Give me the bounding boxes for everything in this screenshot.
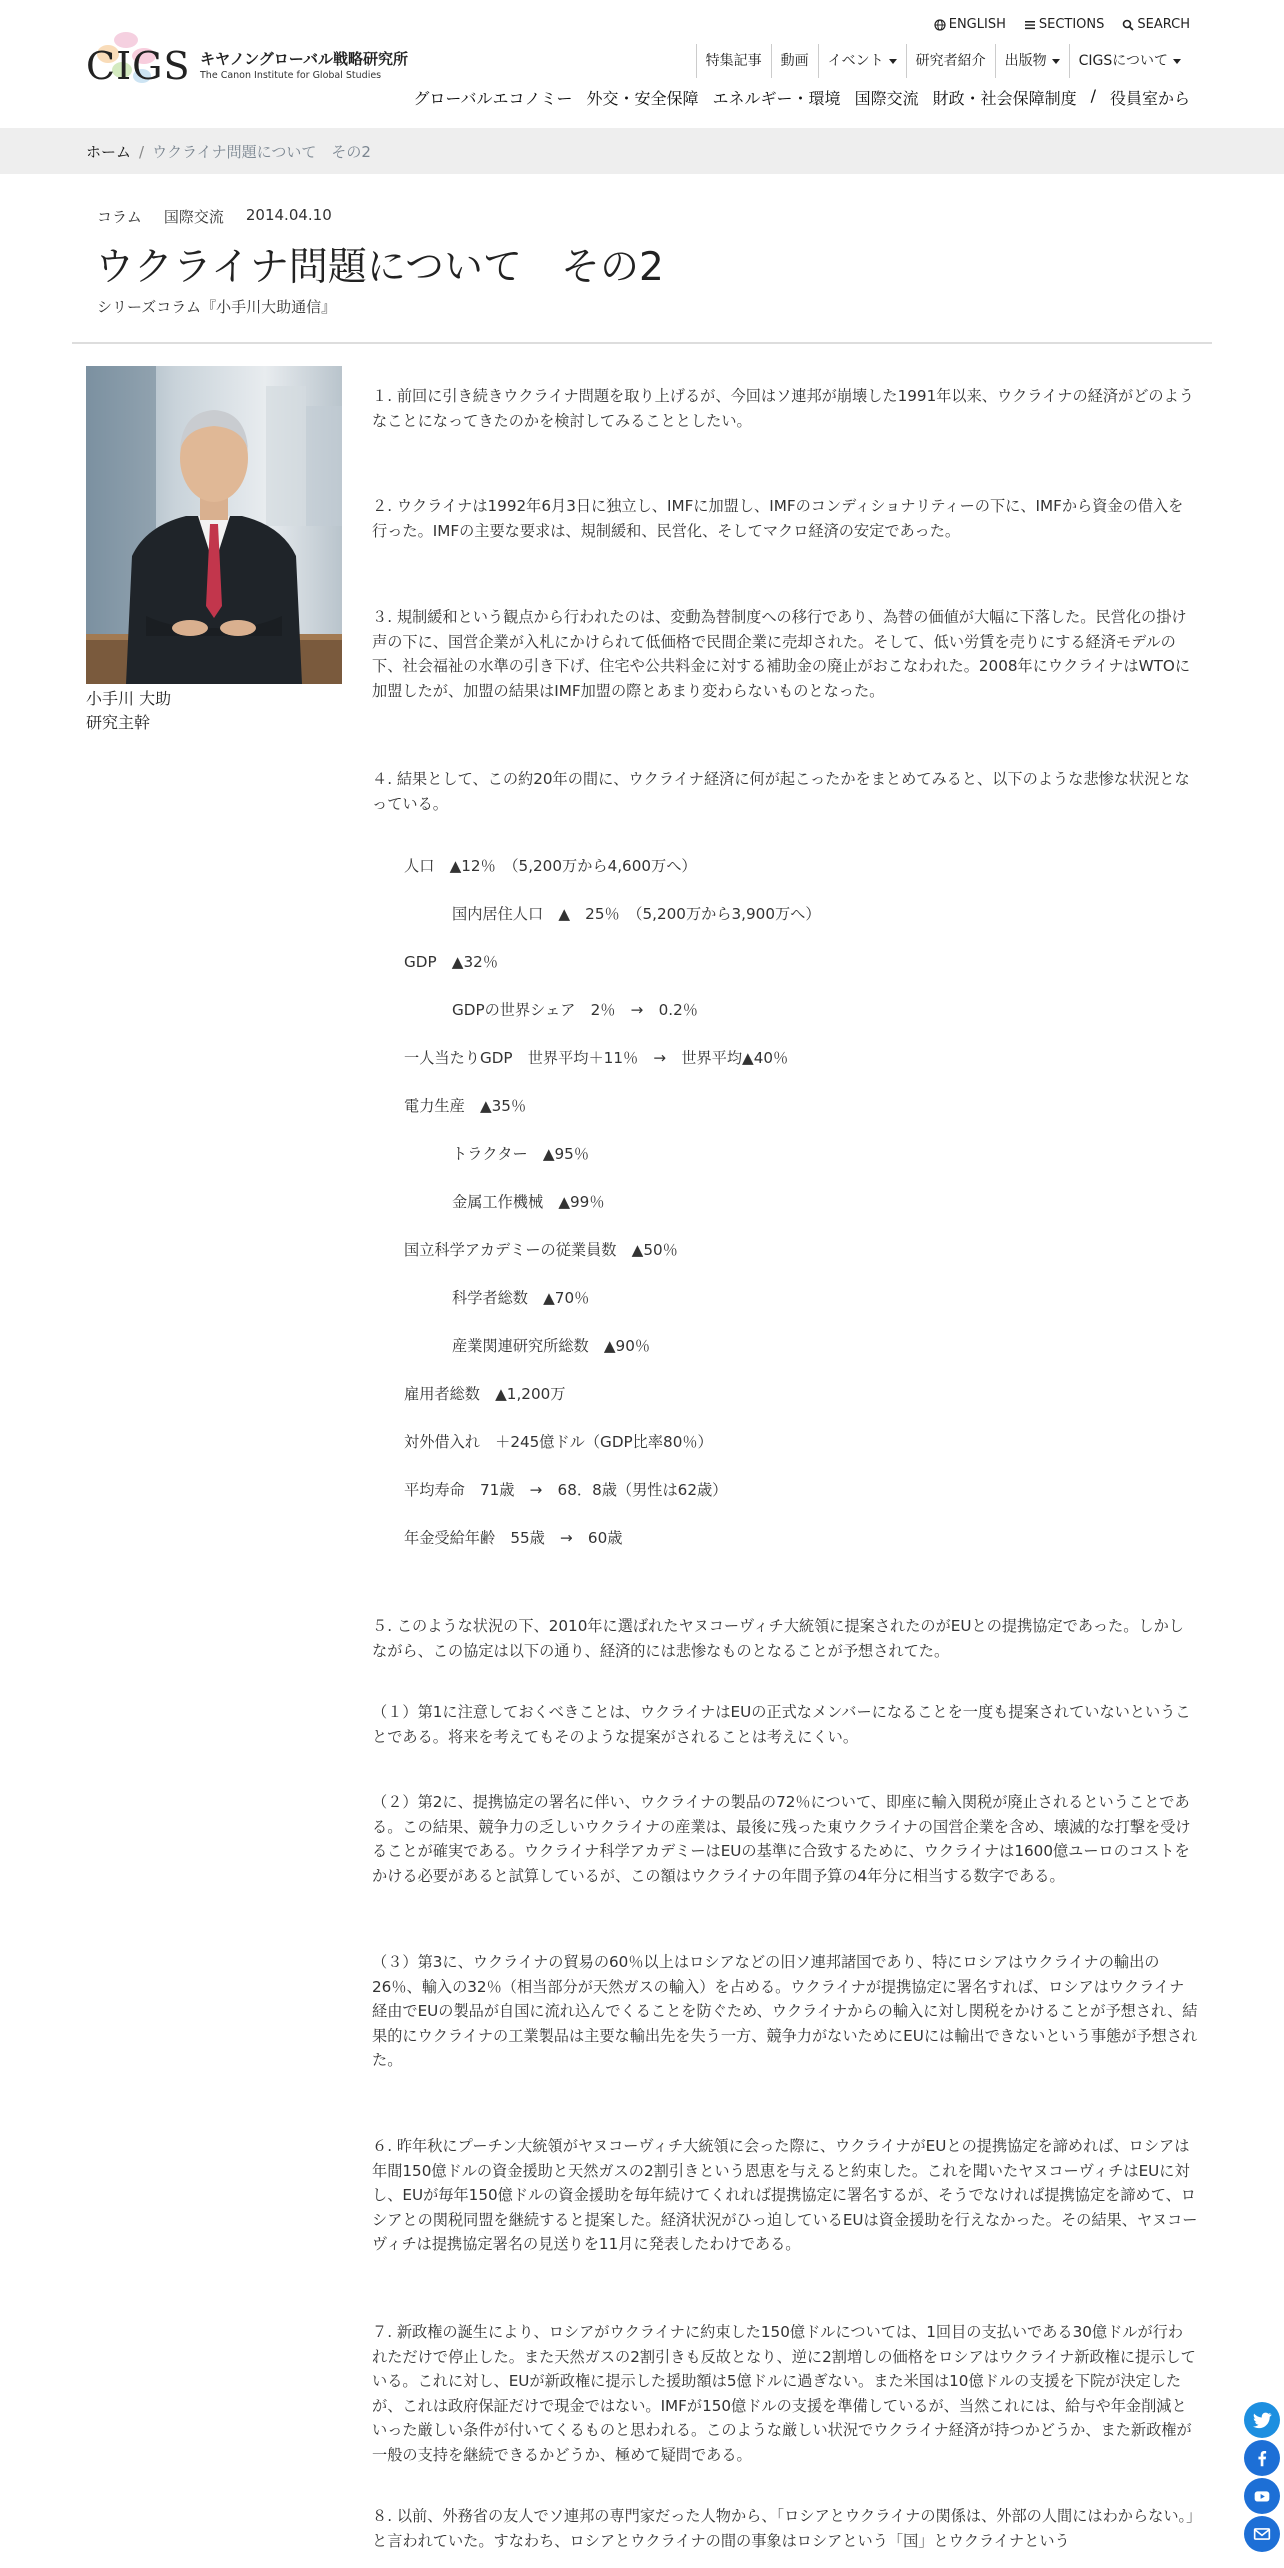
nav-publications-label: 出版物	[1004, 53, 1047, 69]
nav-international-exchange[interactable]: 国際交流	[854, 89, 919, 108]
paragraph-8: ８. 以前、外務省の友人でソ連邦の専門家だった人物から、「ロシアとウクライナの関係は、外部の人間にはわからない。」と言われていた。すなわち、ロシアとウクライナの間の事象はロシアという「国」とウクライナという	[372, 2507, 1194, 2550]
secondary-nav	[696, 44, 1190, 78]
nav-researchers[interactable]	[906, 44, 995, 78]
nav-publications[interactable]	[995, 44, 1069, 78]
search-icon	[1122, 19, 1134, 31]
breadcrumb-separator: /	[139, 143, 145, 161]
nav-videos-label: 動画	[780, 53, 809, 69]
stat-item: GDPの世界シェア 2％ → 0.2％	[452, 1001, 698, 1019]
paragraph-3: ３. 規制緩和という観点から行われたのは、変動為替制度への移行であり、為替の価値が大幅に下落した。民営化の掛け声の下に、国営企業が入札にかけられて低価格で民間企業に売却された。そして、低い労賃を売りにする経済モデルの下、社会福祉の水準の引き下げ、住宅や公共料金に対する補助金の廃止がおこなわれた。2008年にウクライナはWTOに加盟したが、加盟の結果はIMF加盟の際とあまり変わらないものとなった。	[372, 608, 1191, 700]
site-header	[0, 0, 1284, 128]
nav-separator: /	[1090, 86, 1096, 105]
nav-diplomacy-security[interactable]: 外交・安全保障	[586, 89, 699, 108]
stat-item: 対外借入れ ＋245億ドル（GDP比率80％）	[404, 1433, 713, 1451]
paragraph-4: ４. 結果として、この約20年の間に、ウクライナ経済に何が起こったかをまとめてみると、以下のような悲惨な状況となっている。	[372, 770, 1190, 813]
globe-icon	[934, 19, 946, 31]
nav-fiscal-social-security[interactable]: 財政・社会保障制度	[932, 89, 1077, 108]
author-photo[interactable]	[86, 366, 342, 684]
stat-item: 科学者総数 ▲70％	[452, 1289, 590, 1307]
nav-events[interactable]	[818, 44, 906, 78]
sections-label: SECTIONS	[1038, 17, 1105, 32]
breadcrumb-home[interactable]: ホーム	[86, 143, 132, 161]
paragraph-5: ５. このような状況の下、2010年に選ばれたヤヌコーヴィチ大統領に提案されたのがEUとの提携協定であった。しかしながら、この協定は以下の通り、経済的には悲惨なものとなることが予想されてた。	[372, 1617, 1184, 1660]
paragraph-5-3: （３）第3に、ウクライナの貿易の60％以上はロシアなどの旧ソ連邦諸国であり、特にロシアはウクライナの輸出の26％、輸入の32％（相当部分が天然ガスの輸入）を占める。ウクライナが提携協定に署名すれば、ロシアはウクライナ経由でEUの製品が自国に流れ込んでくることを防ぐため、ウクライナからの輸入に対し関税をかけることが予想され、結果的にウクライナの工業製品は主要な輸出先を失う一方、競争力がないためにEUには輸出できないという事態が予想された。	[372, 1953, 1198, 2069]
header-divider	[72, 342, 1212, 344]
stat-item: 人口 ▲12％ （5,200万から4,600万へ）	[404, 857, 697, 875]
facebook-share-button[interactable]	[1244, 2440, 1280, 2476]
facebook-icon	[1251, 2447, 1273, 2469]
nav-videos[interactable]	[771, 44, 818, 78]
nav-energy-environment[interactable]: エネルギー・環境	[712, 89, 841, 108]
search-link[interactable]	[1122, 17, 1190, 32]
nav-about-label: CIGSについて	[1078, 53, 1168, 69]
mail-share-button[interactable]	[1244, 2516, 1280, 2552]
stat-item: トラクター ▲95％	[452, 1145, 590, 1163]
paragraph-5-1: （１）第1に注意しておくべきことは、ウクライナはEUの正式なメンバーになることを一度も提案されていないということである。将来を考えてもそのような提案がされることは考えにくい。	[372, 1703, 1191, 1746]
stat-item: 国立科学アカデミーの従業員数 ▲50％	[404, 1241, 678, 1259]
utility-nav	[934, 17, 1190, 32]
article-meta	[97, 206, 332, 227]
main-nav	[413, 86, 1190, 109]
nav-about[interactable]	[1069, 44, 1190, 78]
search-label: SEARCH	[1137, 17, 1190, 32]
twitter-icon	[1251, 2409, 1273, 2431]
site-logo[interactable]	[86, 26, 409, 96]
english-label: ENGLISH	[948, 17, 1006, 32]
article-category[interactable]: コラム	[97, 208, 142, 226]
youtube-icon	[1251, 2485, 1273, 2507]
nav-events-label: イベント	[827, 53, 884, 69]
youtube-link-button[interactable]	[1244, 2478, 1280, 2514]
logo-japanese-name: キヤノングローバル戦略研究所	[200, 50, 409, 68]
nav-features[interactable]	[696, 44, 771, 78]
author-portrait-image	[86, 366, 342, 684]
stat-item: 金属工作機械 ▲99％	[452, 1193, 605, 1211]
logo-english-name: The Canon Institute for Global Studies	[200, 70, 382, 81]
nav-global-economy[interactable]: グローバルエコノミー	[413, 89, 573, 108]
breadcrumb-current: ウクライナ問題について その2	[152, 143, 371, 161]
nav-executive-office[interactable]: 役員室から	[1109, 89, 1190, 108]
stat-item: 電力生産 ▲35％	[404, 1097, 527, 1115]
stat-item: 年金受給年齢 55歳 → 60歳	[404, 1529, 623, 1547]
mail-icon	[1251, 2523, 1273, 2545]
breadcrumb	[0, 128, 1284, 174]
stat-item: 国内居住人口 ▲ 25％ （5,200万から3,900万へ）	[452, 905, 821, 923]
english-link[interactable]	[934, 17, 1006, 32]
logo-wordmark: CIGS	[86, 44, 191, 88]
menu-icon	[1024, 19, 1036, 31]
author-role: 研究主幹	[86, 713, 151, 732]
chevron-down-icon	[1173, 59, 1181, 64]
nav-features-label: 特集記事	[705, 53, 762, 69]
twitter-share-button[interactable]	[1244, 2402, 1280, 2438]
paragraph-6: ６. 昨年秋にプーチン大統領がヤヌコーヴィチ大統領に会った際に、ウクライナがEUとの提携協定を諦めれば、ロシアは年間150億ドルの資金援助と天然ガスの2割引きという恩恵を与えると約束した。これを聞いたヤヌコーヴィチはEUに対し、EUが毎年150億ドルの資金援助を毎年続けてくれれば提携協定に署名するが、そうでなければ提携協定を諦めて、ロシアとの関税同盟を継続すると提案した。経済状況がひっ迫しているEUは資金援助を行えなかった。その結果、ヤヌコーヴィチは提携協定署名の見送りを11月に発表したわけである。	[372, 2137, 1198, 2253]
paragraph-2: ２. ウクライナは1992年6月3日に独立し、IMFに加盟し、IMFのコンディショナリティーの下に、IMFから資金の借入を行った。IMFの主要な要求は、規制緩和、民営化、そしてマクロ経済の安定であった。	[372, 497, 1184, 540]
paragraph-5-2: （２）第2に、提携協定の署名に伴い、ウクライナの製品の72％について、即座に輸入関税が廃止されるということである。この結果、競争力の乏しいウクライナの産業は、最後に残った東ウクライナの国営企業を含め、壊滅的な打撃を受けることが確実である。ウクライナ科学アカデミーはEUの基準に合致するために、ウクライナは1600億ユーロのコストをかける必要があると試算しているが、この額はウクライナの年間予算の4年分に相当する数字である。	[372, 1793, 1191, 1885]
stat-item: GDP ▲32％	[404, 953, 499, 971]
nav-researchers-label: 研究者紹介	[915, 53, 986, 69]
article-series[interactable]: シリーズコラム『小手川大助通信』	[97, 298, 337, 316]
author-name[interactable]: 小手川 大助	[86, 689, 172, 708]
paragraph-1: １. 前回に引き続きウクライナ問題を取り上げるが、今回はソ連邦が崩壊した1991年以来、ウクライナの経済がどのようなことになってきたのかを検討してみることとしたい。	[372, 387, 1194, 430]
article-date: 2014.04.10	[245, 206, 332, 224]
page-title: ウクライナ問題について その2	[95, 245, 664, 290]
stat-item: 雇用者総数 ▲1,200万	[404, 1385, 566, 1403]
chevron-down-icon	[889, 59, 897, 64]
stat-item: 一人当たりGDP 世界平均＋11％ → 世界平均▲40％	[404, 1049, 789, 1067]
chevron-down-icon	[1052, 59, 1060, 64]
sections-link[interactable]	[1024, 17, 1105, 32]
stat-item: 産業関連研究所総数 ▲90％	[452, 1337, 651, 1355]
article-section[interactable]: 国際交流	[163, 208, 224, 226]
paragraph-7: ７. 新政権の誕生により、ロシアがウクライナに約束した150億ドルについては、1回目の支払いである30億ドルが行われただけで停止した。また天然ガスの2割引きも反故となり、逆に2割増しの価格をロシアはウクライナ新政権に提示している。これに対し、EUが新政権に提示した援助額は5億ドルに過ぎない。また米国は10億ドルの支援を下院が決定したが、これは政府保証だけで現金ではない。IMFが150億ドルの支援を準備しているが、当然これには、給与や年金削減といった厳しい条件が付いてくるものと思われる。このような厳しい状況でウクライナ経済が持つかどうか、また新政権が一般の支持を継続できるかどうか、極めて疑問である。	[372, 2323, 1196, 2464]
stat-item: 平均寿命 71歳 → 68．8歳（男性は62歳）	[404, 1481, 728, 1499]
